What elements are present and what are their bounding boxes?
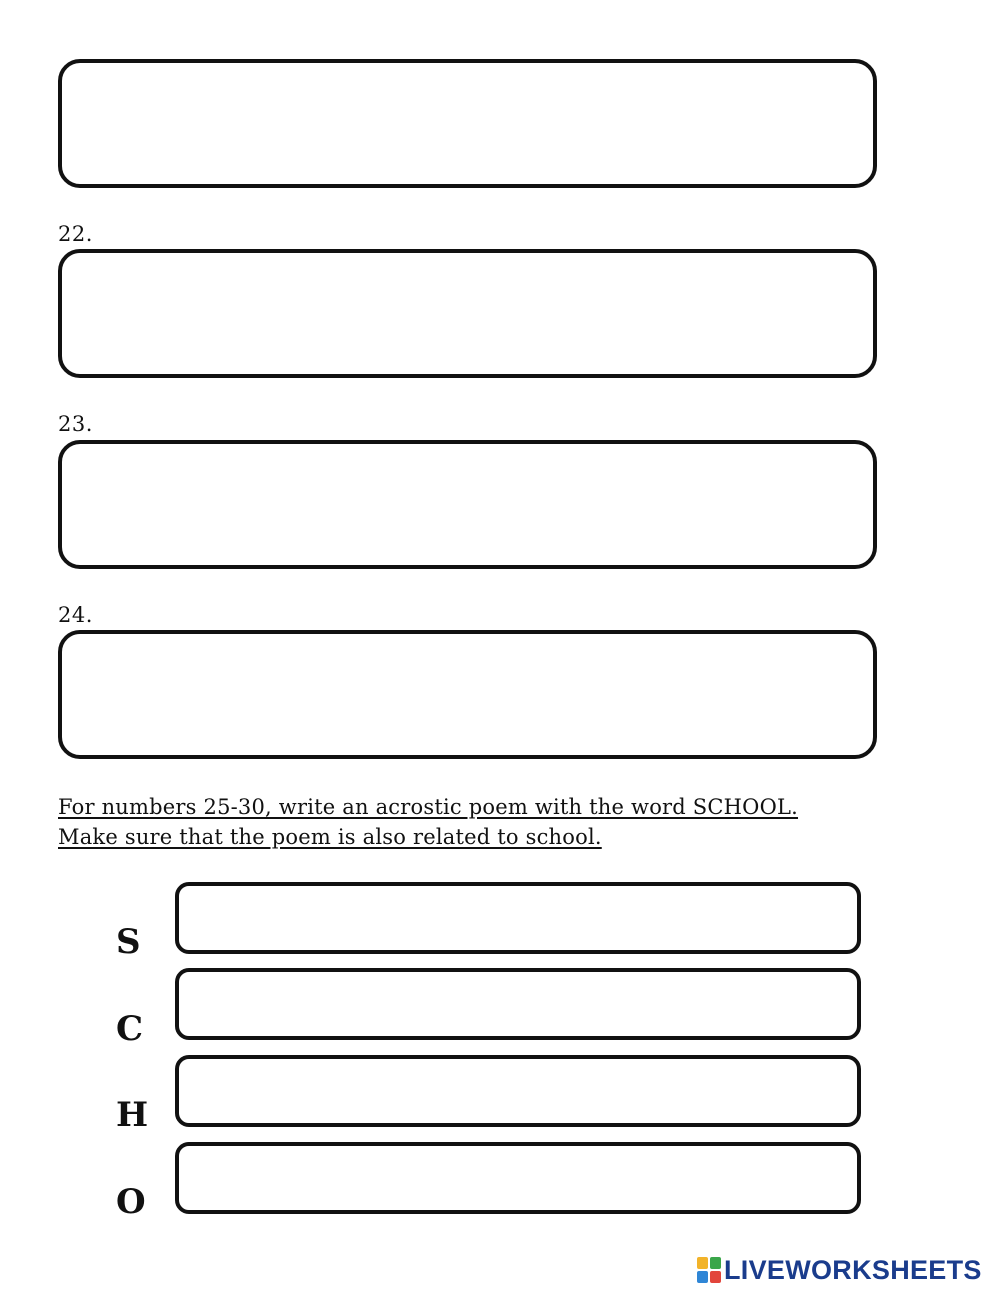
answer-box-21[interactable]	[58, 59, 877, 188]
acrostic-letter-o: O	[116, 1182, 146, 1222]
acrostic-instructions	[58, 792, 798, 852]
acrostic-input-s[interactable]	[175, 882, 861, 954]
instructions-line-2: Make sure that the poem is also related to school.	[58, 825, 602, 849]
liveworksheets-logo	[697, 1255, 982, 1285]
question-number-22: 22.	[58, 222, 93, 246]
acrostic-letter-h: H	[116, 1095, 149, 1135]
answer-box-22[interactable]	[58, 249, 877, 378]
logo-square-4	[710, 1271, 721, 1283]
acrostic-letter-c: C	[116, 1009, 144, 1049]
answer-box-23[interactable]	[58, 440, 877, 569]
question-number-23: 23.	[58, 412, 93, 436]
logo-square-2	[710, 1257, 721, 1269]
logo-square-1	[697, 1257, 708, 1269]
instructions-line-1: For numbers 25-30, write an acrostic poem with the word SCHOOL.	[58, 795, 799, 819]
answer-box-24[interactable]	[58, 630, 877, 759]
liveworksheets-logo-icon	[697, 1257, 721, 1283]
acrostic-input-o[interactable]	[175, 1142, 861, 1214]
liveworksheets-wordmark: LIVEWORKSHEETS	[724, 1254, 982, 1285]
acrostic-letter-s: S	[116, 922, 141, 962]
acrostic-input-h[interactable]	[175, 1055, 861, 1127]
logo-square-3	[697, 1271, 708, 1283]
question-number-24: 24.	[58, 603, 93, 627]
acrostic-input-c[interactable]	[175, 968, 861, 1040]
